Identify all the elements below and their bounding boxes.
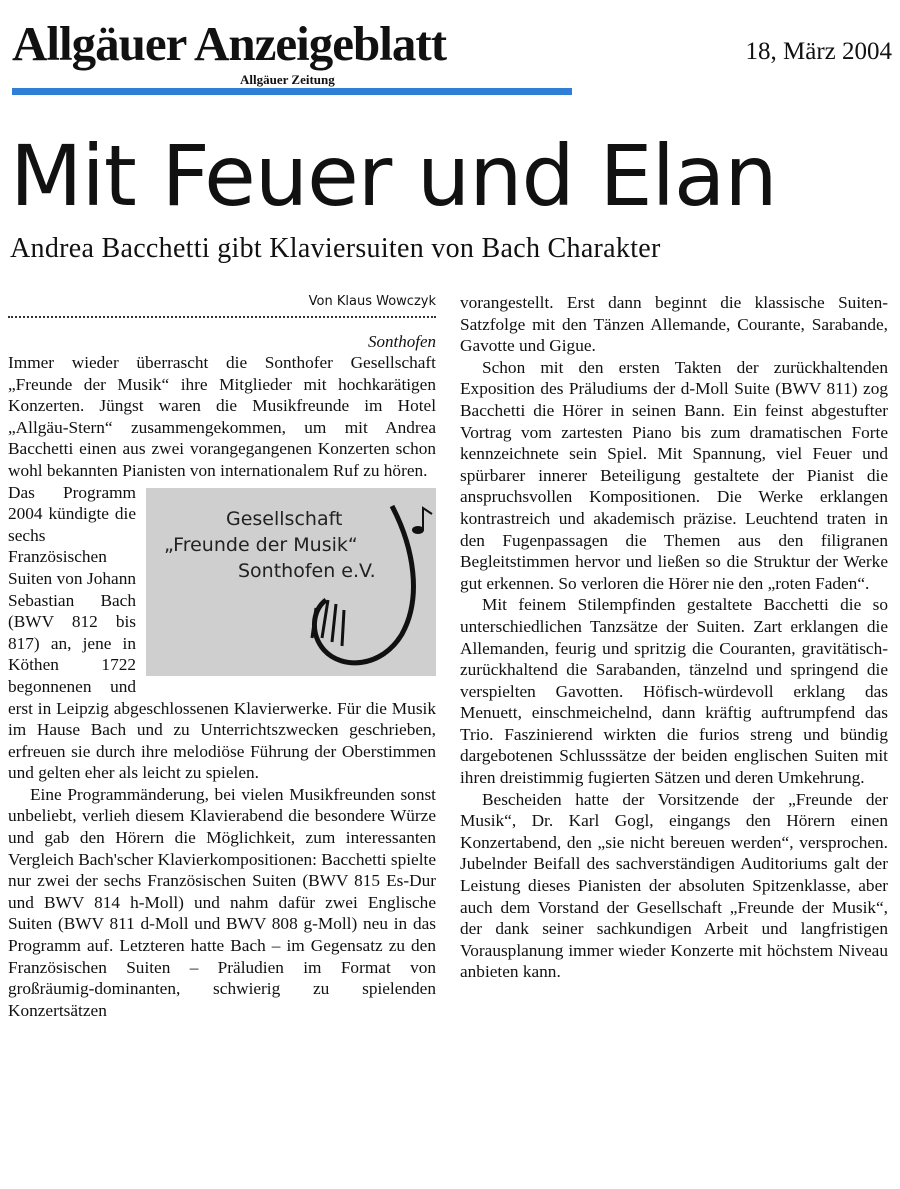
- society-logo: [146, 488, 436, 676]
- paragraph: Schon mit den ersten Takten der zurückhaltenden Exposition des Präludiums der d-Moll Suite (BWV 811) zog Bacchetti die Hörer in seinen Bann. Ein feinst abgestufter Vortrag vom zartesten Piano bis zum dramatischen Forte kennzeichnete sein Spiel. Mit Spannung, viel Feuer und spürbarer innerer Beteiligung gestaltete der Pianist die anspruchsvollen Kompositionen. Die Werke erklangen kontrastreich und akademisch präzise. Leuchtend traten in den Fugenpassagen die Themen aus den filigranen Begleitstimmen hervor und ließen so die Struktur der Werke gut erkennen. So verloren die Hörer nie den „roten Faden“.: [460, 357, 888, 593]
- dateline: Sonthofen: [368, 332, 436, 351]
- headline: Mit Feuer und Elan: [10, 127, 777, 225]
- article-column-left: [8, 292, 436, 1021]
- logo-line-2: „Freunde der Musik“: [164, 533, 358, 556]
- paragraph: Immer wieder überrascht die Sonthofer Gesellschaft „Freunde der Musik“ ihre Mitglieder mit hochkarätigen Konzerten. Jüngst waren die Musikfreunde im Hotel „Allgäu-Stern“ zusammengekommen, um mit Andrea Bacchetti einen aus zwei vorangegangenen Konzerten schon wohl bekannten Pianisten von internationalem Ruf zu hören.: [8, 353, 436, 480]
- paragraph: Mit feinem Stilempfinden gestaltete Bacchetti die so unterschiedlichen Tanzsätze der Suiten. Zart erklangen die Allemanden, feurig und spritzig die Couranten, gravitätisch-zurückhaltend die Sarabanden, tänzelnd und springend die verspielten Gavotten. Höfisch-würdevoll erklang das Menuett, einschmeichelnd, dann kräftig auftrumpfend das Trio. Faszinierend wirkten die furios streng und bündig dargebotenen Schlusssätze der beiden englischen Suiten mit ihren dreistimmig fugierten Sätzen und deren Umkehrung.: [460, 595, 888, 788]
- issue-date: 18, März 2004: [745, 38, 892, 65]
- paragraph: Das Programm 2004 kündigte die sechs Französischen Suiten von Johann Sebastian Bach (BWV 812 bis 817) an, jene in Köthen 1722 begonnenen und erst in Leipzig abgeschlossenen Klavierwerke. Für die Musik im Hause Bach und zu Unterrichtszwecken geschrieben, erfreuen sie durch ihre melodiöse Führung der Oberstimmen und gelten eher als leicht zu spielen.: [8, 482, 436, 783]
- logo-line-3: Sonthofen e.V.: [238, 559, 376, 582]
- article-column-right: [460, 292, 888, 983]
- newspaper-subtitle: Allgäuer Zeitung: [240, 72, 335, 87]
- paragraph: vorangestellt. Erst dann beginnt die klassische Suiten-Satzfolge mit den Tänzen Allemande, Courante, Sarabande, Gavotte und Gigue.: [460, 293, 888, 356]
- paragraph: Eine Programmänderung, bei vielen Musikfreunden sonst unbeliebt, verlieh diesem Klavierabend die besondere Würze und gab den Hörern die Möglichkeit, zum interessanten Vergleich Bach'scher Klavierkompositionen: Bacchetti spielte nur zwei der sechs Französischen Suiten (BWV 815 Es-Dur und BWV 814 h-Moll) und nahm dafür zwei Englische Suiten (BWV 811 d-Moll und BWV 808 g-Moll) neu in das Programm auf. Letzteren hatte Bach – im Gegensatz zu den Französischen Suiten – Präludien im Format von großräumig-dominanten, schwierig zu spielenden Konzertsätzen: [8, 784, 436, 1020]
- newspaper-name: Allgäuer Anzeigeblatt: [12, 16, 447, 71]
- byline: Von Klaus Wowczyk: [8, 292, 436, 318]
- logo-line-1: Gesellschaft: [226, 507, 343, 530]
- paragraph: Bescheiden hatte der Vorsitzende der „Freunde der Musik“, Dr. Karl Gogl, eingangs den Hörern einen Konzertabend, den „sie nicht bereuen werden“, versprochen. Jubelnder Beifall des sachverständigen Auditoriums galt der Leistung dieses Pianisten der absoluten Spitzenklasse, aber auch dem Vorstand der Gesellschaft „Freunde der Musik“, der dank seiner sachkundigen Arbeit und langfristigen Vorausplanung immer wieder Konzerte mit höchstem Niveau anbieten kann.: [460, 789, 888, 982]
- subheadline: Andrea Bacchetti gibt Klaviersuiten von Bach Charakter: [10, 233, 661, 264]
- masthead-rule: [12, 88, 572, 95]
